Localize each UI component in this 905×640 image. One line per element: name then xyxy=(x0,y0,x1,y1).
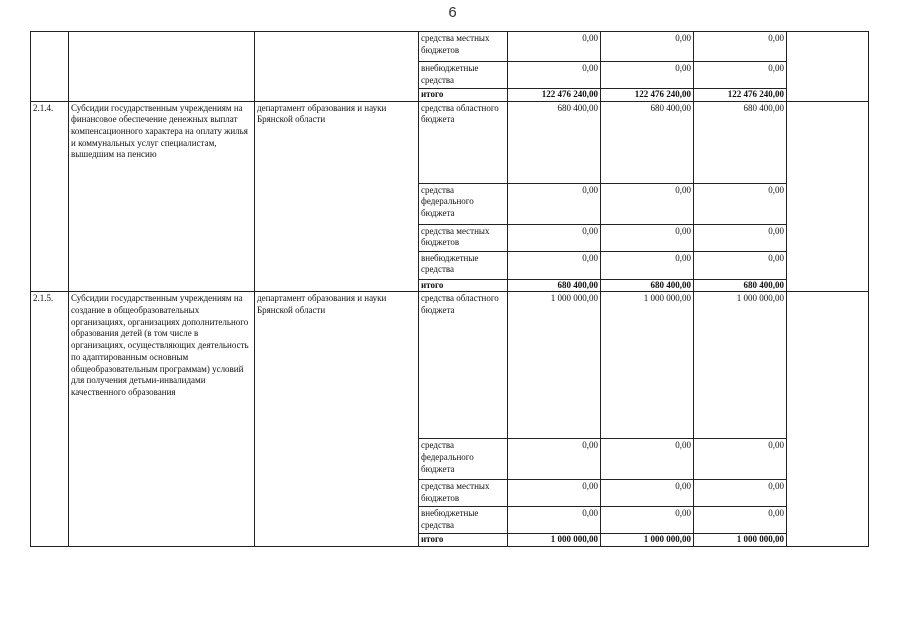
amount-cell: 680 400,00 xyxy=(694,101,787,183)
total-amount: 1 000 000,00 xyxy=(508,534,601,547)
funding-source: средства местных бюджетов xyxy=(419,32,508,62)
table-row xyxy=(31,32,869,62)
total-label: итого xyxy=(419,534,508,547)
amount-cell: 1 000 000,00 xyxy=(601,292,694,439)
item-description: Субсидии государственным учреждениям на создание в общеобразовательных организациях, организациях дополнительного образования детей (в том числе в организациях, осуществляющих деятельность по адаптированным основным общеобразовательным программам) условий для получения детьми-инвалидами качественного образования xyxy=(69,292,255,547)
funding-source: внебюджетные средства xyxy=(419,507,508,534)
budget-table xyxy=(30,31,869,547)
total-amount: 122 476 240,00 xyxy=(694,89,787,102)
note-cell xyxy=(787,101,869,292)
item-number: 2.1.5. xyxy=(31,292,69,547)
item-executor: департамент образования и науки Брянской области xyxy=(255,101,419,292)
total-label: итого xyxy=(419,89,508,102)
amount-cell: 0,00 xyxy=(694,224,787,251)
amount-cell: 680 400,00 xyxy=(601,101,694,183)
item-description: Субсидии государственным учреждениям на финансовое обеспечение денежных выплат компенсационного характера на оплату жилья и коммунальных услуг специалистам, вышедшим на пенсию xyxy=(69,101,255,292)
total-amount: 122 476 240,00 xyxy=(508,89,601,102)
amount-cell: 0,00 xyxy=(601,32,694,62)
funding-source: внебюджетные средства xyxy=(419,251,508,279)
note-cell xyxy=(787,292,869,547)
total-amount: 680 400,00 xyxy=(694,279,787,292)
total-label: итого xyxy=(419,279,508,292)
item-number: 2.1.4. xyxy=(31,101,69,292)
funding-source: средства областного бюджета xyxy=(419,101,508,183)
table-row xyxy=(31,101,869,183)
amount-cell: 1 000 000,00 xyxy=(508,292,601,439)
page-number: 6 xyxy=(448,4,457,21)
total-amount: 680 400,00 xyxy=(508,279,601,292)
note-cell xyxy=(787,32,869,102)
amount-cell: 0,00 xyxy=(694,32,787,62)
funding-source: средства федерального бюджета xyxy=(419,183,508,224)
amount-cell: 0,00 xyxy=(694,62,787,89)
funding-source: средства местных бюджетов xyxy=(419,480,508,507)
amount-cell: 0,00 xyxy=(508,62,601,89)
funding-source: средства федерального бюджета xyxy=(419,439,508,480)
total-amount: 1 000 000,00 xyxy=(601,534,694,547)
amount-cell: 0,00 xyxy=(694,507,787,534)
amount-cell: 0,00 xyxy=(601,224,694,251)
amount-cell: 0,00 xyxy=(694,439,787,480)
amount-cell: 0,00 xyxy=(508,480,601,507)
amount-cell: 0,00 xyxy=(601,251,694,279)
amount-cell: 0,00 xyxy=(508,439,601,480)
total-amount: 680 400,00 xyxy=(601,279,694,292)
item-executor: департамент образования и науки Брянской области xyxy=(255,292,419,547)
item-description-cell xyxy=(69,32,255,102)
amount-cell: 0,00 xyxy=(601,183,694,224)
amount-cell: 0,00 xyxy=(508,251,601,279)
amount-cell: 0,00 xyxy=(601,507,694,534)
amount-cell: 680 400,00 xyxy=(508,101,601,183)
amount-cell: 0,00 xyxy=(601,62,694,89)
amount-cell: 0,00 xyxy=(508,224,601,251)
table-row xyxy=(31,292,869,439)
amount-cell: 0,00 xyxy=(508,183,601,224)
amount-cell: 1 000 000,00 xyxy=(694,292,787,439)
total-amount: 122 476 240,00 xyxy=(601,89,694,102)
funding-source: средства местных бюджетов xyxy=(419,224,508,251)
funding-source: внебюджетные средства xyxy=(419,62,508,89)
total-amount: 1 000 000,00 xyxy=(694,534,787,547)
item-executor-cell xyxy=(255,32,419,102)
amount-cell: 0,00 xyxy=(694,183,787,224)
amount-cell: 0,00 xyxy=(694,480,787,507)
item-number-cell xyxy=(31,32,69,102)
amount-cell: 0,00 xyxy=(508,507,601,534)
amount-cell: 0,00 xyxy=(508,32,601,62)
amount-cell: 0,00 xyxy=(694,251,787,279)
funding-source: средства областного бюджета xyxy=(419,292,508,439)
amount-cell: 0,00 xyxy=(601,480,694,507)
amount-cell: 0,00 xyxy=(601,439,694,480)
